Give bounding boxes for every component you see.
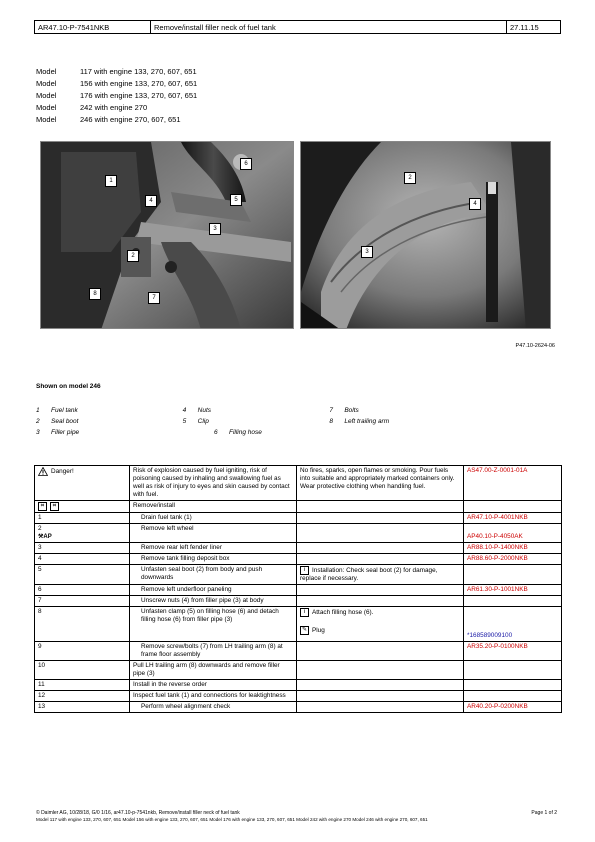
model-row: Model 246 with engine 270, 607, 651 [36,115,181,124]
step-row: 6 Remove left underfloor paneling AR61.30-P-1001NKB [35,585,562,596]
legend-item: 4 Nuts [182,407,212,414]
warning-triangle-icon [38,467,48,476]
model-row: Model 117 with engine 133, 270, 607, 651 [36,67,197,76]
figure-reference: P47.10-2624-06 [515,343,555,349]
footer-copyright: © Daimler AG, 10/28/18, G/0 1/16, ar47.10-p-7541nkb, Remove/install filler neck of fuel tank [36,810,240,816]
callout-4: 4 [145,195,157,207]
callout-r3: 3 [361,246,373,258]
step-row: 7 Unscrew nuts (4) from filler pipe (3) at body [35,596,562,607]
expand-icon[interactable]: ⌗ [38,502,47,511]
callout-r4: 4 [469,198,481,210]
info-icon: i [300,566,309,575]
step-ref-link[interactable]: AR61.30-P-1001NKB [464,585,562,596]
danger-label-cell [35,466,130,501]
legend-item: 3 Filler pipe [36,429,80,436]
legend-row [36,405,476,416]
info-icon: i [300,608,309,617]
remove-install-row [35,501,562,513]
step-row: 8 Unfasten clamp (5) on filling hose (6) and detach filling hose (6) from filler pipe (3) i Attach filling hose (6). ✎ Plug *168589009100 [35,607,562,642]
doc-id: AR47.10-P-7541NKB [35,21,151,33]
step-row: 12 Inspect fuel tank (1) and connections for leaktightness [35,691,562,702]
legend-item: 8 Left trailing arm [329,418,390,425]
danger-measures: No fires, sparks, open flames or smoking. Pour fuels into suitable and appropriately marked containers only. Wear protective clothing when handling fuel. [297,466,464,501]
danger-risk: Risk of explosion caused by fuel igniting, risk of poisoning caused by inhaling and swallowing fuel as well as risk of injury to eyes and skin caused by contact with fuel. [130,466,297,501]
page-number: Page 1 of 2 [531,810,557,816]
step-ref-link[interactable]: AR47.10-P-4001NKB [464,513,562,524]
tool-icon: ✎ [301,626,308,633]
step-row: 2 ⚒AP Remove left wheel AP40.10-P-4050AK [35,524,562,543]
photo-left [40,141,294,329]
procedure-table [34,465,562,713]
step-ref-link[interactable]: AR40.20-P-0200NKB [464,702,562,713]
legend-item: 1 Fuel tank [36,407,78,414]
callout-5: 5 [230,194,242,206]
step-row: 5 Unfasten seal boot (2) from body and push downwards i Installation: Check seal boot (2) for damage, replace if necessary. [35,565,562,585]
legend [36,405,476,438]
model-row: Model 176 with engine 133, 270, 607, 651 [36,91,198,100]
document-header [34,20,561,34]
step-row: 1 Drain fuel tank (1) AR47.10-P-4001NKB [35,513,562,524]
legend-row [36,427,476,438]
step-ref-link[interactable]: AR88.60-P-2000NKB [464,554,562,565]
callout-2: 2 [127,250,139,262]
step-row: 3 Remove rear left fender liner AR88.10-P-1400NKB [35,543,562,554]
step-row: 13 Perform wheel alignment check AR40.20-P-0200NKB [35,702,562,713]
step-ref-link[interactable]: AR35.20-P-0100NKB [464,642,562,661]
model-row: Model 156 with engine 133, 270, 607, 651 [36,79,198,88]
doc-date: 27.11.15 [510,23,539,32]
photo-right-graphic [301,142,551,329]
callout-3: 3 [209,223,221,235]
doc-title: Remove/install filler neck of fuel tank [151,21,507,33]
step-row: 10 Pull LH trailing arm (8) downwards and remove filler pipe (3) [35,661,562,680]
step-row: 4 Remove tank filling deposit box AR88.60-P-2000NKB [35,554,562,565]
model-list [36,66,197,126]
callout-7: 7 [148,292,160,304]
remove-install-label: Remove/install [130,501,297,513]
legend-item: 5 Clip [182,418,209,425]
danger-row [35,466,562,501]
callout-6: 6 [240,158,252,170]
callout-r2: 2 [404,172,416,184]
model-row: Model 242 with engine 270 [36,103,148,112]
photo-left-graphic [41,142,294,329]
step-ref-link[interactable]: AR88.10-P-1400NKB [464,543,562,554]
step-row: 9 Remove screw/bolts (7) from LH trailing arm (8) at frame floor assembly AR35.20-P-0100NKB [35,642,562,661]
danger-ref: AS47.00-Z-0001-01A [464,466,562,501]
callout-1: 1 [105,175,117,187]
legend-item: 2 Seal boot [36,418,79,425]
footer-models: Model 117 with engine 133, 270, 607, 651 Model 156 with engine 133, 270, 607, 651 Model 176 with engine 133, 270, 607, 651 Model 242 with engine 270 Model 246 with engine 270, 607, 651 [36,817,428,822]
legend-item: 6 Filling hose [214,429,262,436]
legend-row [36,416,476,427]
ap-tool-icon: ⚒AP [38,534,52,541]
legend-item: 7 Bolts [329,407,359,414]
photo-right [300,141,551,329]
shown-on-model: Shown on model 246 [36,383,101,390]
callout-8: 8 [89,288,101,300]
step-row: 11 Install in the reverse order [35,680,562,691]
part-number-link[interactable]: *168589009100 [467,632,513,640]
danger-label: Danger! [51,468,74,476]
step-ref-link[interactable]: AP40.10-P-4050AK [467,533,523,541]
collapse-icon[interactable]: ⌗ [50,502,59,511]
expand-icons-cell [35,501,130,513]
